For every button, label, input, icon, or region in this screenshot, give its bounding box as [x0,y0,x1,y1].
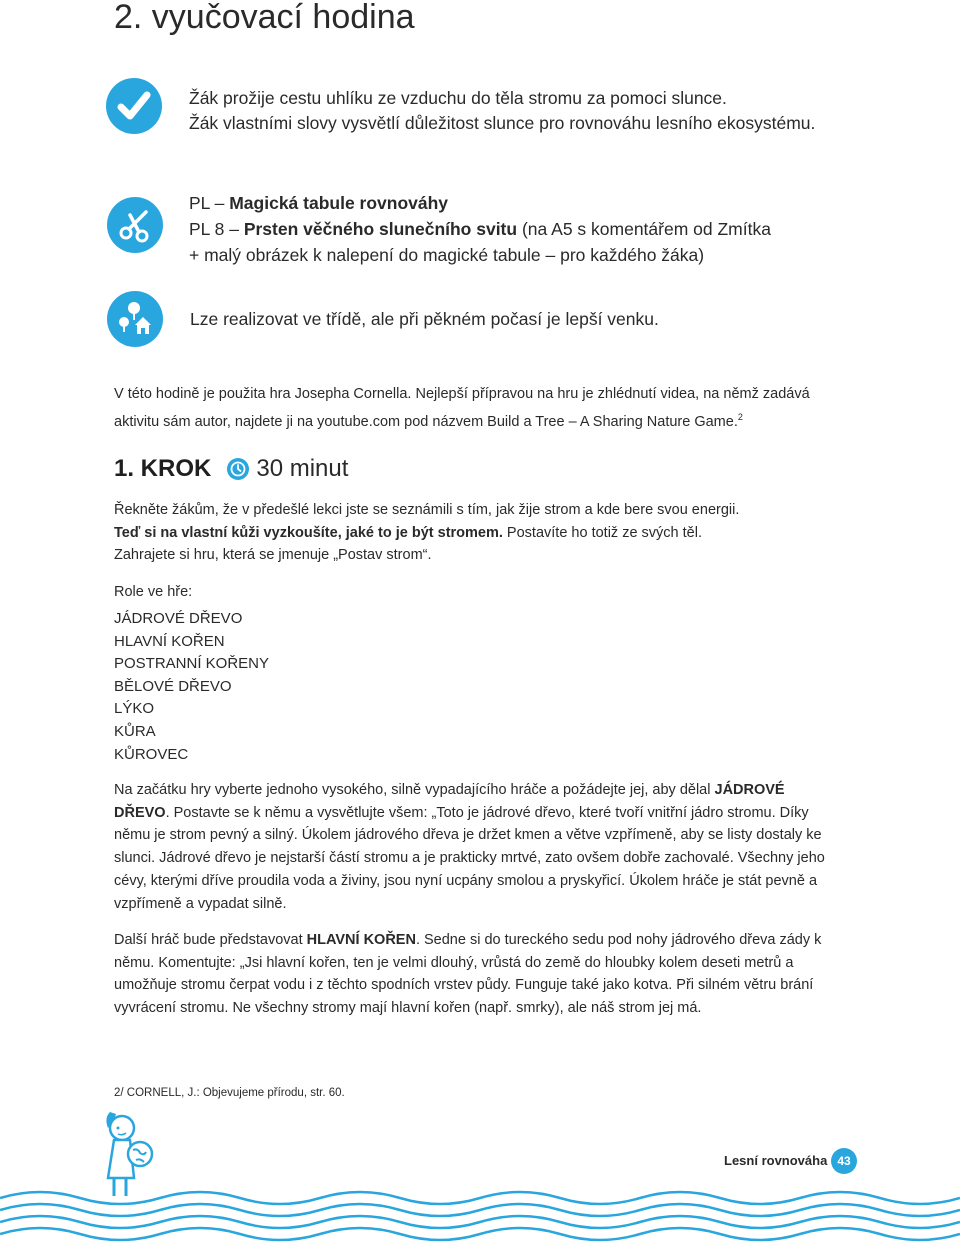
intro-line: Zahrajete si hru, která se jmenuje „Postav strom“. [114,547,432,564]
role-item: HLAVNÍ KOŘEN [114,632,225,650]
location-note: Lze realizovat ve třídě, ale při pěkném počasí je lepší venku. [190,309,659,329]
role-item: KŮROVEC [114,745,189,763]
clock-icon [227,458,249,480]
role-item: LÝKO [114,700,155,718]
para-bold: HLAVNÍ KOŘEN [306,932,416,948]
footer-label: Lesní rovnováha [724,1153,828,1168]
para-text: . Postavte se k němu a vysvětlujte všem: „Toto je jádrové dřevo, které tvoří vnitřní jádro stromu. Díky němu je strom pevný a silný. Úkolem jádrového dřeva je držet kmen a větve vzpřímeně, aby se listy dostaly ke slunci. Jádrové dřevo je nejstarší částí stromu a je prakticky mrtvé, zato ovšem dobře zachovalé. Všechny jeho cévy, kterými dříve proudila voda a živiny, jsou nyní ucpány smolou a pryskyřicí. Úkolem hráče je stát pevně a vzpřímeně a vypadat silně. [114,804,825,912]
role-item: BĚLOVÉ DŘEVO [114,677,232,695]
intro-bold: Teď si na vlastní kůži vyzkoušíte, jaké to je být stromem. [114,524,503,541]
step-duration: 30 minut [256,455,349,482]
para-text: Další hráč bude představovat [114,932,307,948]
tree-house-icon [107,291,163,347]
materials-line3: + malý obrázek k nalepení do magické tabule – pro každého žáka) [189,245,705,265]
step-heading [114,455,348,483]
pl-prefix: PL – [189,193,230,213]
pl8-name: Prsten věčného slunečního svitu [243,219,518,239]
intro-paragraph [114,499,844,567]
checkmark-icon [106,78,162,134]
roles-list [114,608,269,766]
goal-line: Žák vlastními slovy vysvětlí důležitost slunce pro rovnováhu lesního ekosystému. [189,113,816,133]
role-item: POSTRANNÍ KOŘENY [114,655,270,673]
materials [189,190,771,268]
footnote: 2/ CORNELL, J.: Objevujeme přírodu, str. 60. [114,1087,345,1099]
page-title: 2. vyučovací hodina [114,0,415,36]
page-number: 43 [831,1148,857,1174]
pl8-prefix: PL 8 – [189,219,244,239]
intro-rest: Postavíte ho totiž ze svých těl. [502,524,702,541]
roles-heading: Role ve hře: [114,584,193,600]
wave-decoration [0,1180,960,1248]
game-note [114,383,834,434]
intro-line: Řekněte žákům, že v předešlé lekci jste se seznámili s tím, jak žije strom a kde bere svou energii. [114,502,740,518]
paragraph-core-wood [114,779,844,915]
para-text: Na začátku hry vyberte jednoho vysokého, silně vypadajícího hráče a požádejte jej, aby dělal [114,782,715,798]
game-note-text: V této hodině je použita hra Josepha Cornella. Nejlepší přípravou na hru je zhlédnutí videa, na němž zadává aktivitu sám autor, najdete ji na youtube.com pod názvem Build a Tree – A Sharing Nature Game. [114,386,810,430]
para-text: . Sedne si do tureckého sedu pod nohy jádrového dřeva zády k němu. Komentujte: „Jsi hlavní kořen, ten je velmi dlouhý, vrůstá do země do hloubky kolem deseti metrů a umožňuje stromu čerpat vodu i z těchto spodních vrstev půdy. Funguje také jako kotva. Při silném větru brání vyvrácení stromu. Ne všechny stromy mají hlavní kořen (např. smrky), ale náš strom jej má. [114,932,822,1017]
para-bold: JÁDROVÉ DŘEVO [114,782,785,821]
pl-name: Magická tabule rovnováhy [229,193,449,213]
footnote-ref: 2 [737,412,743,422]
role-item: KŮRA [114,722,156,740]
paragraph-main-root [114,929,844,1020]
step-label: 1. KROK [114,455,212,482]
lesson-goals [189,86,815,136]
role-item: JÁDROVÉ DŘEVO [114,610,243,627]
scissors-icon [107,197,163,253]
pl8-rest: (na A5 s komentářem od Zmítka [517,219,771,239]
goal-line: Žák prožije cestu uhlíku ze vzduchu do těla stromu za pomoci slunce. [189,88,727,108]
